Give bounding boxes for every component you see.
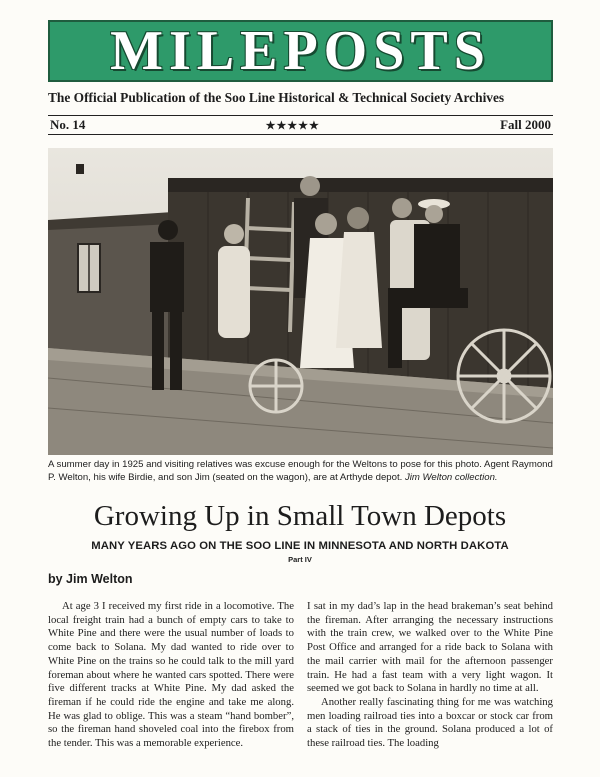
caption-text: A summer day in 1925 and visiting relatives was excuse enough for the Weltons to pose for this photo. Agent Raymond P. Welton, his wife Birdie, and son Jim (seated on the wagon), are at Arthyde depot. (48, 459, 553, 483)
publication-subtitle: The Official Publication of the Soo Line Historical & Technical Society Archives (48, 90, 505, 105)
issue-stars: ★★★★★ (265, 119, 320, 132)
photo-caption (48, 459, 558, 484)
article-headline: Growing Up in Small Town Depots (93, 500, 507, 532)
caption-credit: Jim Welton collection. (404, 471, 498, 483)
issue-bar (48, 115, 553, 135)
article-column-right (307, 600, 553, 751)
depot-photo-illustration (48, 148, 553, 455)
issue-date: Fall 2000 (500, 117, 551, 132)
article-paragraph: Another really fascinating thing for me was watching men loading railroad ties into a boxcar or stock car from a stack of ties in the ground. Solana produced a lot of these railroad ties. The loading (307, 695, 553, 750)
article-column-left: At age 3 I received my first ride in a locomotive. The local freight train had a bunch of empty cars to take to White Pine and there were the usual number of loads to come back to Solana. My dad wanted to ride over to White Pine on the trains so he could talk to the mill yard foreman about where he wanted cars spotted. There were five different tracks at White Pine. My dad asked the fireman if he could ride the engine and take me along. He was glad to oblige. This was a steam “hand bomber”, so the fireman hand shoveled coal into the firebox from the tender. This was a memorable experience. (48, 600, 294, 750)
article-byline: by Jim Welton (48, 572, 133, 586)
masthead-banner (48, 20, 553, 82)
masthead-title: MILEPOSTS (110, 20, 491, 82)
article-paragraph: I sat in my dad’s lap in the head brakeman’s seat behind the fireman. After arranging the necessary instructions with the train crew, we walked over to the White Pine Post Office and arranged for a ride back to Solana with the mail carrier with mail for the afternoon passenger train. He had a fast team with a very light wagon. It seemed we got back to Solana in hardly no time at all. (307, 600, 553, 695)
article-part: Part IV (288, 555, 312, 564)
article-deck: MANY YEARS AGO ON THE SOO LINE IN MINNESOTA AND NORTH DAKOTA (91, 540, 509, 552)
depot-photo (48, 148, 553, 455)
issue-number: No. 14 (50, 117, 86, 132)
